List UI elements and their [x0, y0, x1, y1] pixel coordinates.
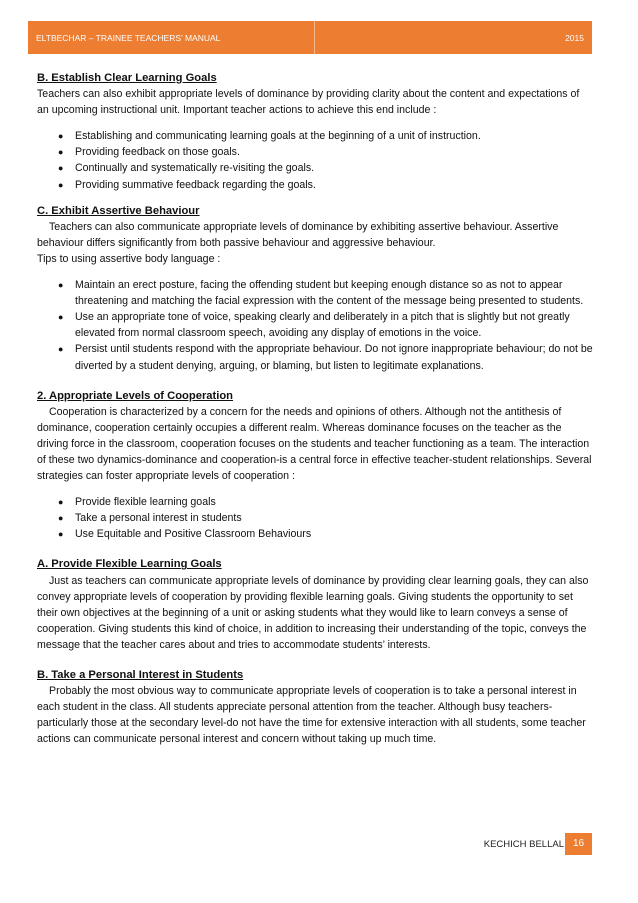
- list-item: ● Continually and systematically re-visiting the goals.: [58, 162, 315, 175]
- list-item: ● Establishing and communicating learning goals at the beginning of a unit of instruction.: [58, 130, 481, 143]
- list-item: ● Use Equitable and Positive Classroom Behaviours: [58, 528, 312, 541]
- page-number: 16: [565, 833, 592, 855]
- list-item: ● Provide flexible learning goals: [58, 496, 216, 509]
- section-paragraph: Probably the most obvious way to communicate appropriate levels of cooperation is to take a personal interest in each student in the class. All students appreciate personal attention from the teacher. Although busy teachers-particularly those at the secondary level-do not have the time for extensive interaction with all students, some teacher actions can communicate personal interest and concern without taking up much time.: [37, 685, 586, 746]
- tips-label: Tips to using assertive body language :: [37, 252, 221, 265]
- list-item: ● Maintain an erect posture, facing the offending student but keeping enough distance so as not to appear threatening and matching the facial expression with the content of the message being presented to students.: [58, 279, 584, 308]
- header-title: ELTBECHAR – TRAINEE TEACHERS’ MANUAL: [36, 33, 221, 43]
- section-heading-personal-interest: B. Take a Personal Interest in Students: [37, 669, 244, 681]
- list-item: ● Persist until students respond with the appropriate behaviour. Do not ignore inappropriate behaviour; do not be diverted by a student denying, arguing, or blaming, but listen to legitimate explanations.: [58, 343, 593, 372]
- section-paragraph: Just as teachers can communicate appropriate levels of dominance by providing clear learning goals, they can also convey appropriate levels of cooperation by providing flexible learning goals. Giving students the opportunity to set their own objectives at the beginning of a unit or asking students what they would like to learn conveys a sense of cooperation. Giving students this kind of choice, in addition to increasing their understanding of the topic, conveys the message that the teacher cares about and tries to accommodate students’ interests.: [37, 574, 589, 651]
- header-year: 2015: [565, 33, 584, 43]
- section-paragraph: Teachers can also communicate appropriate levels of dominance by exhibiting assertive behaviour. Assertive behaviour differs significantly from both passive behaviour and aggressive behaviour.: [37, 220, 559, 249]
- list-item: ● Providing feedback on those goals.: [58, 146, 240, 159]
- bullet-list: [37, 494, 593, 542]
- header-divider: [314, 21, 315, 54]
- section-paragraph: Teachers can also exhibit appropriate levels of dominance by providing clarity about the content and expectations of an upcoming instructional unit. Important teacher actions to achieve this end include :: [37, 88, 580, 117]
- page-body: [37, 70, 593, 747]
- list-item: ● Providing summative feedback regarding the goals.: [58, 178, 316, 191]
- footer-author: KECHICH BELLAL: [483, 839, 564, 850]
- bullet-list: [37, 128, 593, 192]
- list-item: ● Use an appropriate tone of voice, speaking clearly and deliberately in a pitch that is slightly but not greatly elevated from normal classroom speech, avoiding any display of emotions in the voice.: [58, 311, 570, 340]
- bullet-list: [37, 277, 593, 374]
- section-heading-cooperation: 2. Appropriate Levels of Cooperation: [37, 389, 234, 402]
- section-paragraph: Cooperation is characterized by a concern for the needs and opinions of others. Although not the antithesis of dominance, cooperation certainly occupies a different realm. Whereas dominance focuses on the teacher as the driving force in the classroom, cooperation focuses on the students and teacher functioning as a team. The interaction of these two dynamics-dominance and cooperation-is a central force in effective teacher-student relationships. Several strategies can foster appropriate levels of cooperation :: [37, 405, 592, 483]
- list-item: ● Take a personal interest in students: [58, 512, 242, 525]
- section-heading-flexible-goals: A. Provide Flexible Learning Goals: [37, 558, 222, 571]
- page-header: [28, 21, 592, 54]
- section-heading-assertive: C. Exhibit Assertive Behaviour: [37, 204, 200, 217]
- section-heading-clear-goals: B. Establish Clear Learning Goals: [37, 72, 217, 84]
